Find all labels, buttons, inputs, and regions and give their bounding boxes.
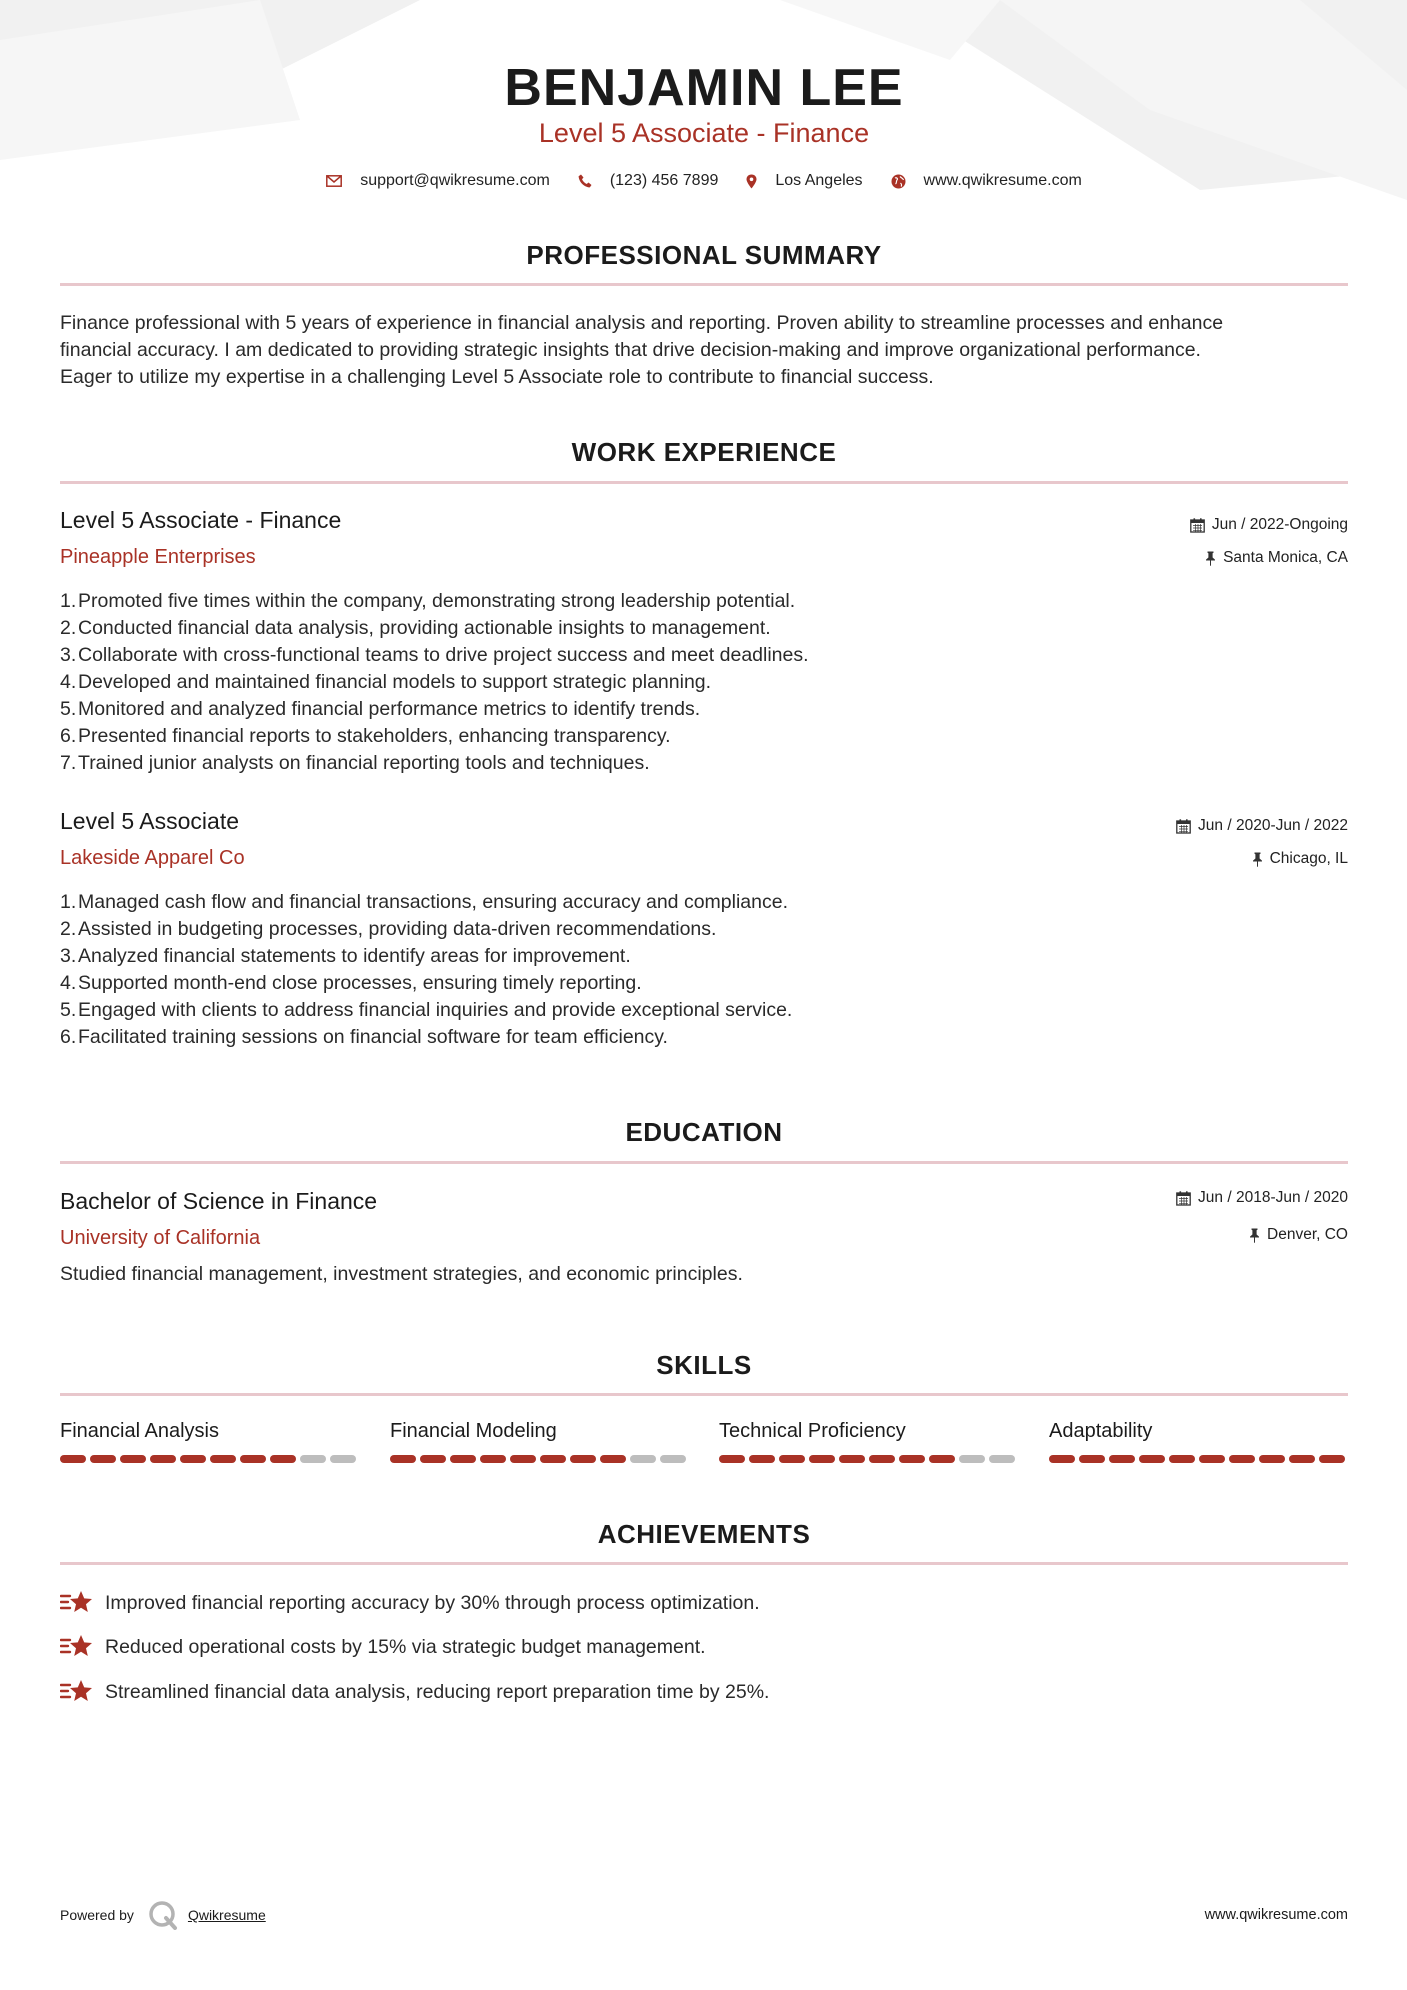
- list-item: 2.Conducted financial data analysis, providing actionable insights to management.: [60, 617, 771, 639]
- skill-segment-empty: [660, 1455, 686, 1463]
- skill-segment-filled: [60, 1455, 86, 1463]
- skill-segment-filled: [1109, 1455, 1135, 1463]
- contact-bar: [60, 172, 1348, 190]
- skill-segment-filled: [839, 1455, 865, 1463]
- skill-segment-filled: [210, 1455, 236, 1463]
- summary-line: financial accuracy. I am dedicated to providing strategic insights that drive decision-making and improve organizational performance.: [60, 339, 1201, 361]
- phone-icon: [578, 174, 592, 188]
- list-item: 4.Developed and maintained financial models to support strategic planning.: [60, 671, 712, 693]
- skill-segment-empty: [300, 1455, 326, 1463]
- pushpin-icon: [1249, 1228, 1260, 1243]
- location-text: Santa Monica, CA: [1223, 549, 1348, 566]
- candidate-title: Level 5 Associate - Finance: [538, 118, 870, 148]
- skill-segment-filled: [270, 1455, 296, 1463]
- dates-text: Jun / 2018-Jun / 2020: [1198, 1189, 1348, 1206]
- skill-segment-filled: [150, 1455, 176, 1463]
- skill-segment-empty: [989, 1455, 1015, 1463]
- skills-heading: SKILLS: [656, 1350, 752, 1380]
- candidate-name: BENJAMIN LEE: [504, 59, 904, 117]
- section-divider: [60, 283, 1348, 286]
- list-item: 1.Promoted five times within the company, demonstrating strong leadership potential.: [60, 590, 796, 612]
- skill-segment-filled: [1289, 1455, 1315, 1463]
- skill-segment-filled: [420, 1455, 446, 1463]
- globe-icon: [891, 174, 906, 189]
- section-divider: [60, 1562, 1348, 1565]
- skill-segment-filled: [1229, 1455, 1255, 1463]
- summary-heading: PROFESSIONAL SUMMARY: [526, 240, 882, 270]
- skill-segment-empty: [959, 1455, 985, 1463]
- skill-segment-filled: [929, 1455, 955, 1463]
- section-divider: [60, 1393, 1348, 1396]
- skill-segment-filled: [1139, 1455, 1165, 1463]
- map-pin-icon: [746, 174, 757, 189]
- education-description: Studied financial management, investment strategies, and economic principles.: [60, 1263, 743, 1285]
- skill-level-bar: [1049, 1455, 1349, 1463]
- achievement-text: Improved financial reporting accuracy by 30% through process optimization.: [105, 1591, 760, 1614]
- skill-item: [60, 1420, 360, 1463]
- skill-name: Financial Analysis: [60, 1420, 219, 1442]
- summary-line: Finance professional with 5 years of experience in financial analysis and reporting. Proven ability to streamline processes and enhance: [60, 312, 1224, 334]
- skill-name: Financial Modeling: [390, 1420, 557, 1442]
- achievement-text: Streamlined financial data analysis, reducing report preparation time by 25%.: [105, 1680, 770, 1703]
- phone-text: (123) 456 7899: [609, 172, 719, 189]
- shooting-star-icon: [60, 1679, 93, 1705]
- school-name: University of California: [60, 1227, 261, 1249]
- calendar-icon: [1190, 518, 1205, 533]
- skill-segment-filled: [809, 1455, 835, 1463]
- skill-segment-filled: [1169, 1455, 1195, 1463]
- skill-segment-filled: [1079, 1455, 1105, 1463]
- achievement-text: Reduced operational costs by 15% via strategic budget management.: [105, 1635, 706, 1658]
- calendar-icon: [1176, 819, 1191, 834]
- skill-name: Technical Proficiency: [719, 1420, 906, 1442]
- achievement-item: [60, 1590, 760, 1616]
- job-bullets: [60, 889, 1160, 1051]
- job-location: [1252, 850, 1348, 868]
- shooting-star-icon: [60, 1634, 93, 1660]
- education-heading: EDUCATION: [625, 1117, 783, 1147]
- skill-segment-filled: [779, 1455, 805, 1463]
- list-item: 4.Supported month-end close processes, ensuring timely reporting.: [60, 972, 642, 994]
- skill-segment-filled: [480, 1455, 506, 1463]
- job-dates: [1190, 516, 1348, 534]
- experience-heading: WORK EXPERIENCE: [571, 437, 837, 467]
- skill-segment-filled: [1319, 1455, 1345, 1463]
- skill-item: [390, 1420, 690, 1463]
- list-item: 5.Engaged with clients to address financial inquiries and provide exceptional service.: [60, 999, 793, 1021]
- summary-line: Eager to utilize my expertise in a challenging Level 5 Associate role to contribute to financial success.: [60, 366, 934, 388]
- summary-text: [60, 310, 1348, 391]
- skill-segment-filled: [869, 1455, 895, 1463]
- list-item: 7.Trained junior analysts on financial reporting tools and techniques.: [60, 752, 650, 774]
- shooting-star-icon: [60, 1590, 93, 1616]
- achievement-item: [60, 1679, 769, 1705]
- footer-powered-by: [60, 1900, 266, 1930]
- skill-level-bar: [390, 1455, 690, 1463]
- degree-title: Bachelor of Science in Finance: [60, 1188, 378, 1214]
- pushpin-icon: [1252, 852, 1263, 867]
- skill-item: [1049, 1420, 1349, 1463]
- skill-segment-filled: [120, 1455, 146, 1463]
- achievements-heading: ACHIEVEMENTS: [597, 1519, 811, 1549]
- dates-text: Jun / 2022-Ongoing: [1211, 516, 1348, 533]
- qwikresume-link[interactable]: Qwikresume: [187, 1907, 266, 1923]
- job-location: [1205, 549, 1348, 567]
- skill-name: Adaptability: [1049, 1420, 1153, 1442]
- list-item: 1.Managed cash flow and financial transactions, ensuring accuracy and compliance.: [60, 891, 788, 913]
- company-name: Pineapple Enterprises: [60, 546, 256, 568]
- skill-segment-empty: [630, 1455, 656, 1463]
- company-name: Lakeside Apparel Co: [60, 847, 245, 869]
- qwikresume-logo-icon: [148, 1900, 178, 1930]
- list-item: 3.Collaborate with cross-functional teams to drive project success and meet deadlines.: [60, 644, 809, 666]
- skill-segment-filled: [899, 1455, 925, 1463]
- location-text: Chicago, IL: [1269, 850, 1348, 867]
- skill-segment-filled: [390, 1455, 416, 1463]
- education-dates: [1176, 1189, 1348, 1207]
- skill-segment-filled: [749, 1455, 775, 1463]
- achievement-item: [60, 1634, 706, 1660]
- envelope-icon: [326, 175, 342, 187]
- education-location: [1249, 1226, 1348, 1244]
- skill-segment-filled: [719, 1455, 745, 1463]
- skill-segment-filled: [180, 1455, 206, 1463]
- list-item: 5.Monitored and analyzed financial performance metrics to identify trends.: [60, 698, 701, 720]
- skill-segment-filled: [450, 1455, 476, 1463]
- skill-segment-filled: [540, 1455, 566, 1463]
- list-item: 6.Facilitated training sessions on financial software for team efficiency.: [60, 1026, 668, 1048]
- contact-website[interactable]: [891, 172, 1082, 190]
- skill-segment-filled: [1259, 1455, 1285, 1463]
- calendar-icon: [1176, 1191, 1191, 1206]
- skill-segment-filled: [90, 1455, 116, 1463]
- skill-item: [719, 1420, 1019, 1463]
- section-divider: [60, 1161, 1348, 1164]
- powered-by-label: Powered by: [60, 1907, 134, 1923]
- job-bullets: [60, 588, 1160, 777]
- job-dates: [1176, 817, 1348, 835]
- footer-website[interactable]: www.qwikresume.com: [1204, 1907, 1348, 1923]
- dates-text: Jun / 2020-Jun / 2022: [1198, 817, 1348, 834]
- contact-phone[interactable]: [578, 172, 719, 190]
- list-item: 2.Assisted in budgeting processes, providing data-driven recommendations.: [60, 918, 717, 940]
- list-item: 6.Presented financial reports to stakeholders, enhancing transparency.: [60, 725, 671, 747]
- contact-location: [746, 172, 862, 190]
- job-title: Level 5 Associate: [60, 808, 240, 834]
- contact-email[interactable]: [326, 172, 550, 190]
- skill-segment-filled: [600, 1455, 626, 1463]
- skill-segment-filled: [1199, 1455, 1225, 1463]
- section-divider: [60, 481, 1348, 484]
- email-text: support@qwikresume.com: [360, 172, 550, 189]
- skill-segment-filled: [570, 1455, 596, 1463]
- list-item: 3.Analyzed financial statements to identify areas for improvement.: [60, 945, 631, 967]
- pushpin-icon: [1205, 551, 1216, 566]
- skill-level-bar: [60, 1455, 360, 1463]
- location-text: Denver, CO: [1267, 1226, 1348, 1243]
- job-title: Level 5 Associate - Finance: [60, 507, 342, 533]
- website-text: www.qwikresume.com: [923, 172, 1082, 189]
- skill-segment-filled: [240, 1455, 266, 1463]
- skill-segment-empty: [330, 1455, 356, 1463]
- location-text: Los Angeles: [775, 172, 863, 189]
- skill-segment-filled: [1049, 1455, 1075, 1463]
- skill-level-bar: [719, 1455, 1019, 1463]
- skill-segment-filled: [510, 1455, 536, 1463]
